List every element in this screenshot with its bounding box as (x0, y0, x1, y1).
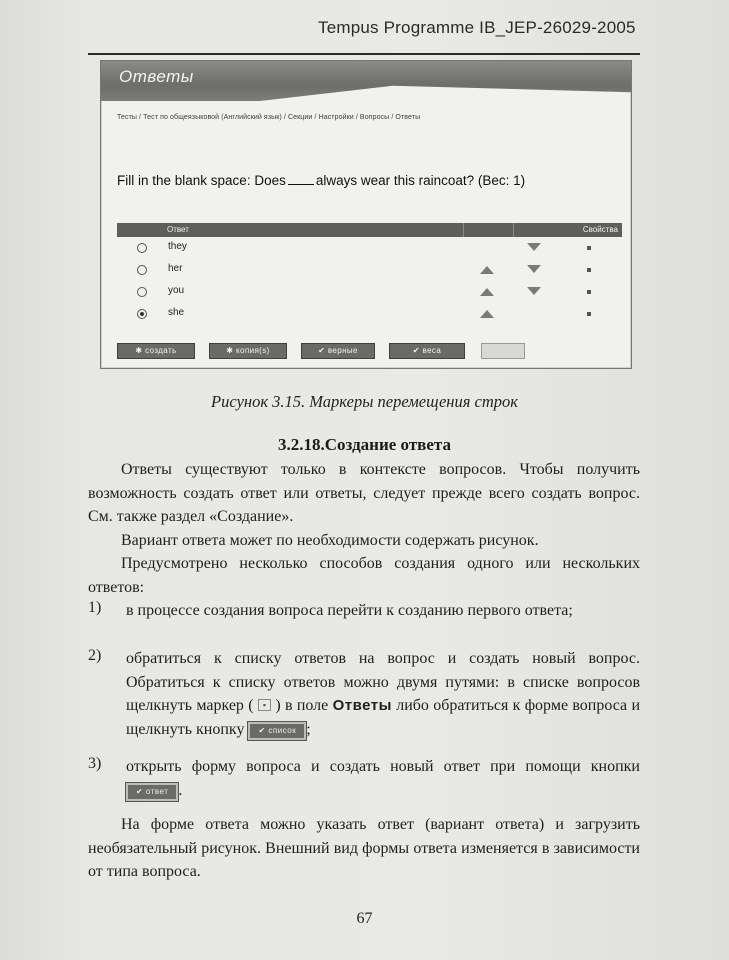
table-row (117, 303, 622, 325)
answer-label: they (168, 241, 187, 252)
breadcrumb: Тесты / Тест по общеязыковой (Английский язык) / Секции / Настройки / Вопросы / Ответы (117, 114, 421, 121)
blank-line (288, 173, 314, 185)
answer-button: ✔ ответ (126, 783, 178, 801)
weight-button[interactable]: ✔ веса (389, 343, 465, 359)
question-before: Fill in the blank space: Does (117, 173, 286, 188)
answers-field-name: Ответы (332, 697, 392, 714)
move-down-icon[interactable] (527, 265, 541, 273)
answers-table (117, 223, 622, 325)
list-number: 1) (88, 599, 102, 616)
header-separator (513, 223, 514, 237)
table-header (117, 223, 622, 237)
move-up-icon[interactable] (480, 266, 494, 274)
running-header: Tempus Programme IB_JEP-26029-2005 (318, 18, 636, 37)
header-props: Свойства (582, 225, 618, 234)
list-button: ✔ список (248, 722, 306, 740)
props-marker-icon[interactable] (587, 312, 591, 316)
answer-label: you (168, 285, 185, 296)
list-item: в процессе создания вопроса перейти к созданию первого ответа; (126, 602, 573, 619)
list-item (126, 755, 640, 802)
answer-label: she (168, 307, 185, 318)
answer-radio[interactable] (137, 265, 147, 275)
disabled-button[interactable] (481, 343, 525, 359)
section-title: 3.2.18.Создание ответа (278, 435, 451, 454)
list-item-text: ) в поле (275, 697, 329, 714)
paragraph: Вариант ответа может по необходимости содержать рисунок. (121, 532, 539, 549)
list-item-text: обратиться к списку ответов на вопрос и создать новый вопрос. Обратиться к списку ответов можно двумя путями: в списке вопросов щелкнуть маркер ( (126, 650, 640, 714)
header-separator (463, 223, 464, 237)
copy-button[interactable]: ✱ копия(s) (209, 343, 287, 359)
paragraph: Предусмотрено несколько способов создания одного или нескольких ответов: (88, 555, 640, 596)
question-text (117, 172, 622, 190)
header-rule (88, 53, 640, 55)
list-item-text: либо обратиться к форме вопроса и щелкнуть кнопку (126, 697, 640, 738)
table-row (117, 259, 622, 281)
props-marker-icon[interactable] (587, 268, 591, 272)
header-answer: Ответ (167, 225, 189, 234)
page-number: 67 (356, 910, 373, 927)
answer-radio[interactable] (137, 287, 147, 297)
list-number: 3) (88, 755, 102, 772)
list-item (126, 647, 640, 741)
answer-radio-selected[interactable] (137, 309, 147, 319)
paragraph: На форме ответа можно указать ответ (вариант ответа) и загрузить необязательный рисунок. Внешний вид формы ответа изменяется в зависимости от типа вопроса. (88, 816, 640, 880)
correct-button[interactable]: ✔ верные (301, 343, 375, 359)
button-bar (117, 343, 622, 359)
table-row (117, 237, 622, 259)
create-button[interactable]: ✱ создать (117, 343, 195, 359)
props-marker-icon[interactable] (587, 246, 591, 250)
question-after: always wear this raincoat? (Вес: 1) (315, 173, 526, 188)
table-row (117, 281, 622, 303)
props-marker-icon[interactable] (587, 290, 591, 294)
list-item-text: открыть форму вопроса и создать новый ответ при помощи кнопки (126, 758, 640, 775)
figure-banner-title: Ответы (119, 67, 194, 86)
figure-caption: Рисунок 3.15. Маркеры перемещения строк (211, 392, 518, 411)
list-number: 2) (88, 647, 102, 664)
move-down-icon[interactable] (527, 287, 541, 295)
list-item-end: . (178, 781, 183, 799)
move-down-icon[interactable] (527, 243, 541, 251)
answer-radio[interactable] (137, 243, 147, 253)
paragraph: Ответы существуют только в контексте вопросов. Чтобы получить возможность создать ответ или ответы, следует прежде всего создать вопрос. См. также раздел «Создание». (88, 461, 640, 525)
move-up-icon[interactable] (480, 310, 494, 318)
marker-icon: ▪ (258, 699, 271, 711)
screenshot-figure (100, 60, 632, 369)
list-item-end: ; (306, 720, 311, 738)
move-up-icon[interactable] (480, 288, 494, 296)
answer-label: her (168, 263, 183, 274)
